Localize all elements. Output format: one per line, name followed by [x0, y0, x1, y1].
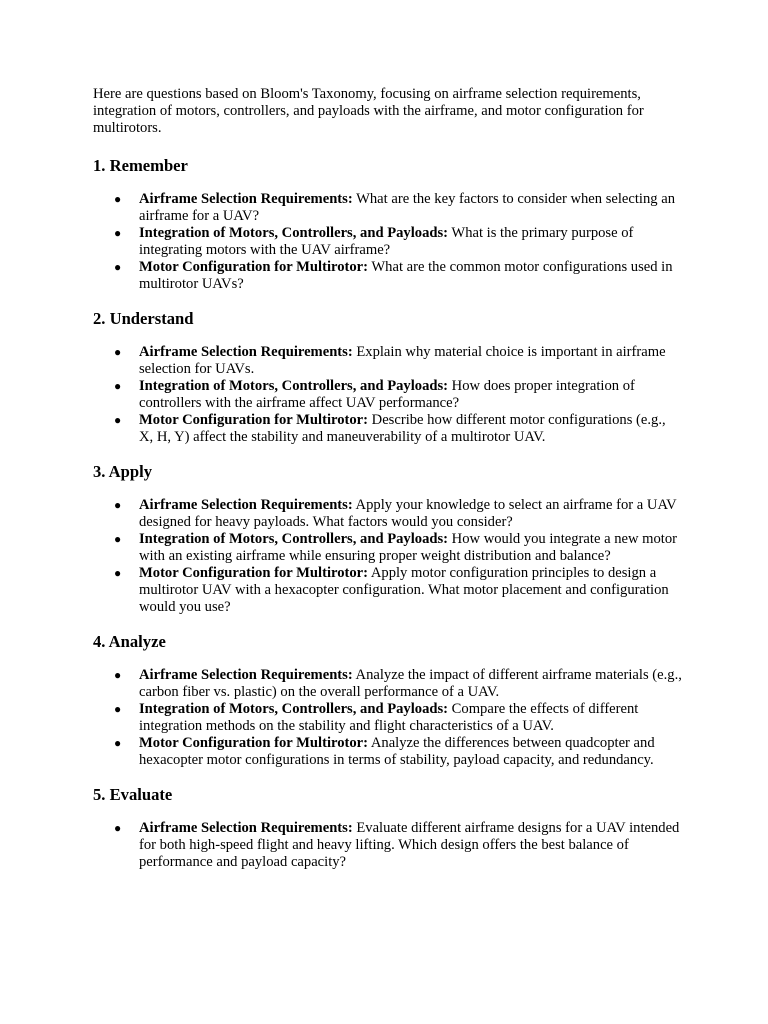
question-item: [93, 378, 683, 412]
bullet-icon: ●: [114, 345, 122, 359]
question-item: [93, 259, 683, 293]
question-label: Airframe Selection Requirements:: [139, 667, 353, 683]
question-list: [93, 191, 683, 293]
question-list: [93, 667, 683, 769]
question-label: Integration of Motors, Controllers, and Payloads:: [139, 225, 449, 241]
question-label: Motor Configuration for Multirotor:: [139, 259, 369, 275]
question-label: Motor Configuration for Multirotor:: [139, 565, 369, 581]
question-text: Apply your knowledge to select an airframe for a UAV designed for heavy payloads. What factors would you consider?: [139, 497, 677, 530]
question-item: [93, 701, 683, 735]
question-item: [93, 497, 683, 531]
bullet-icon: ●: [114, 260, 122, 274]
level-section-analyze: [93, 632, 683, 769]
bullet-icon: ●: [114, 379, 122, 393]
question-item: [93, 191, 683, 225]
question-label: Airframe Selection Requirements:: [139, 344, 353, 360]
bullet-icon: ●: [114, 821, 122, 835]
level-section-evaluate: [93, 785, 683, 871]
question-text: Explain why material choice is important in airframe selection for UAVs.: [139, 344, 666, 377]
bullet-icon: ●: [114, 498, 122, 512]
question-text: What is the primary purpose of integrating motors with the UAV airframe?: [139, 225, 634, 258]
question-item: [93, 412, 683, 446]
question-item: [93, 344, 683, 378]
question-list: [93, 344, 683, 446]
level-heading: 3. Apply: [93, 462, 153, 481]
question-text: Analyze the impact of different airframe materials (e.g., carbon fiber vs. plastic) on the overall performance of a UAV.: [139, 667, 682, 700]
level-heading: 5. Evaluate: [93, 785, 173, 804]
question-label: Airframe Selection Requirements:: [139, 497, 353, 513]
bullet-icon: ●: [114, 532, 122, 546]
question-item: [93, 565, 683, 616]
bullet-icon: ●: [114, 566, 122, 580]
question-label: Motor Configuration for Multirotor:: [139, 735, 369, 751]
question-item: [93, 667, 683, 701]
question-text: Compare the effects of different integration methods on the stability and flight characteristics of a UAV.: [139, 701, 639, 734]
question-item: [93, 531, 683, 565]
question-text: What are the common motor configurations used in multirotor UAVs?: [139, 259, 673, 292]
level-heading: 2. Understand: [93, 309, 194, 328]
bullet-icon: ●: [114, 736, 122, 750]
bullet-icon: ●: [114, 192, 122, 206]
level-heading: 4. Analyze: [93, 632, 166, 651]
question-label: Airframe Selection Requirements:: [139, 820, 353, 836]
bullet-icon: ●: [114, 413, 122, 427]
bullet-icon: ●: [114, 226, 122, 240]
level-section-apply: [93, 462, 683, 616]
question-item: [93, 225, 683, 259]
question-text: How would you integrate a new motor with an existing airframe while ensuring proper weight distribution and balance?: [139, 531, 678, 564]
bullet-icon: ●: [114, 668, 122, 682]
document-body: [93, 86, 683, 871]
level-heading: 1. Remember: [93, 156, 188, 175]
question-label: Integration of Motors, Controllers, and Payloads:: [139, 531, 449, 547]
question-list: [93, 820, 683, 871]
level-section-understand: [93, 309, 683, 446]
question-text: What are the key factors to consider when selecting an airframe for a UAV?: [139, 191, 676, 224]
intro-paragraph: Here are questions based on Bloom's Taxonomy, focusing on airframe selection requirements, integration of motors, controllers, and payloads with the airframe, and motor configuration for multirotors.: [93, 86, 644, 136]
question-text: How does proper integration of controllers with the airframe affect UAV performance?: [139, 378, 635, 411]
question-label: Airframe Selection Requirements:: [139, 191, 353, 207]
question-item: [93, 820, 683, 871]
question-label: Integration of Motors, Controllers, and Payloads:: [139, 701, 449, 717]
question-text: Analyze the differences between quadcopter and hexacopter motor configurations in terms of stability, payload capacity, and redundancy.: [139, 735, 655, 768]
question-label: Motor Configuration for Multirotor:: [139, 412, 369, 428]
bullet-icon: ●: [114, 702, 122, 716]
level-section-remember: [93, 156, 683, 293]
question-text: Apply motor configuration principles to design a multirotor UAV with a hexacopter configuration. What motor placement and configuration would you use?: [139, 565, 669, 615]
question-item: [93, 735, 683, 769]
question-text: Describe how different motor configurations (e.g., X, H, Y) affect the stability and maneuverability of a multirotor UAV.: [139, 412, 666, 445]
question-text: Evaluate different airframe designs for a UAV intended for both high-speed flight and heavy lifting. Which design offers the best balance of performance and payload capacity?: [139, 820, 680, 870]
question-label: Integration of Motors, Controllers, and Payloads:: [139, 378, 449, 394]
question-list: [93, 497, 683, 616]
